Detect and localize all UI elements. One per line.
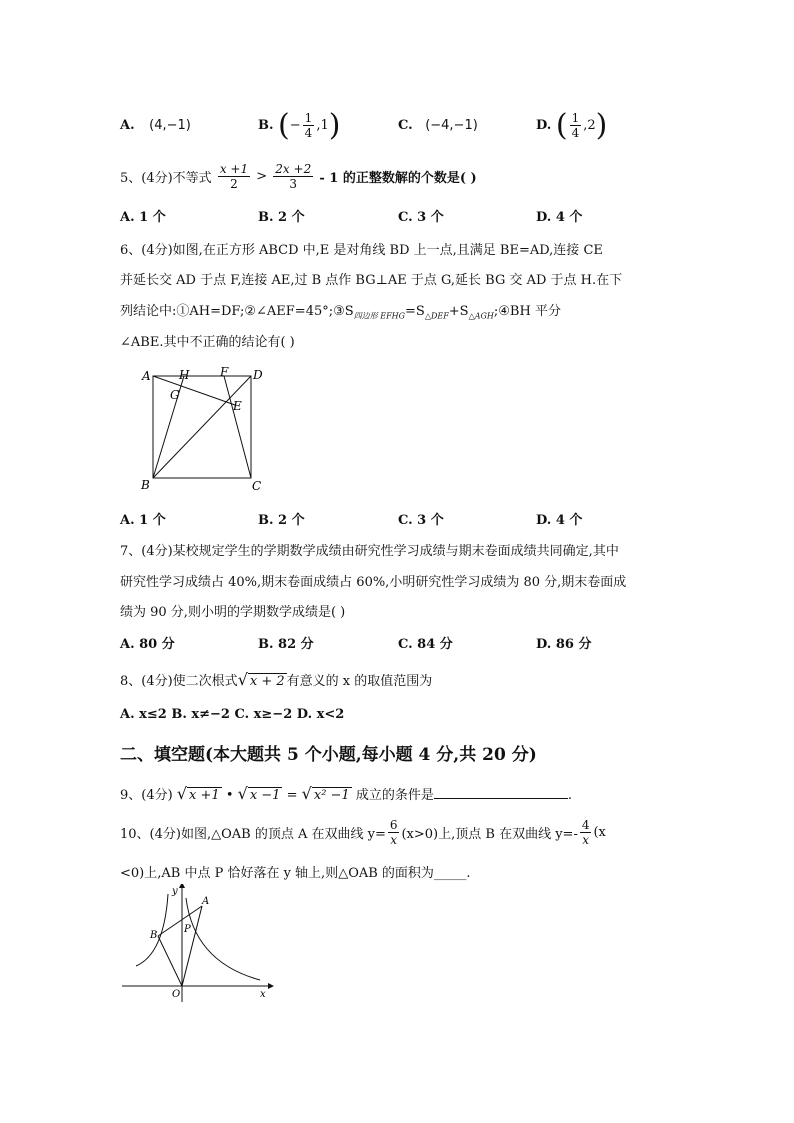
segment-ob <box>158 936 182 986</box>
q7-line-3: 绩为 90 分,则小明的学期数学成绩是( ) <box>120 605 346 620</box>
q6-line-4: ∠ABE.其中不正确的结论有( ) <box>120 335 295 350</box>
label-x: x <box>260 989 266 1000</box>
q6-option-d: D. 4 个 <box>536 513 583 528</box>
line-cf <box>224 376 251 478</box>
label-o: O <box>172 989 181 1000</box>
label-p: P <box>184 924 191 935</box>
q4-option-b: B. (− $\frac{1}{4}$ ,1) <box>258 108 341 143</box>
q10-hyperbola-figure <box>118 884 278 1006</box>
label-a: A <box>202 896 210 907</box>
q7-option-b: B. 82 分 <box>258 637 314 652</box>
q7-option-d: D. 86 分 <box>536 637 592 652</box>
q6-line-3: 列结论中$:①AH=DF;②\angle AEF=45^\circ;③S_{四边形 EFHG}=S_{\triangle DEF}+S_{\triangle AGH};④BH$ 平分 <box>120 304 561 321</box>
label-h: H <box>179 368 190 382</box>
q10-line-1: 10、(4分)如图,△OAB 的顶点 A 在双曲线 y= $\frac{6}{x}$ (x>0)上,顶点 B 在双曲线 y=- $\frac{4}{x}$ (x <box>120 818 606 847</box>
q5-option-c: C. 3 个 <box>398 210 444 225</box>
diagonal-bd <box>153 376 251 478</box>
label-c: C <box>252 479 262 493</box>
label-b: B <box>141 478 150 492</box>
q7-line-1: 7、(4分)某校规定学生的学期数学成绩由研究性学习成绩与期末卷面成绩共同确定,其中 <box>120 544 619 559</box>
q6-option-a: A. 1 个 <box>120 513 166 528</box>
q9-answer-blank[interactable] <box>434 798 568 799</box>
q4-option-a: A. (4,−1) <box>120 118 191 133</box>
label-e: E <box>233 399 242 413</box>
q8-options: A. x≤2 B. x≠−2 C. x≥−2 D. x<2 <box>120 707 345 722</box>
q7-option-a: A. 80 分 <box>120 637 175 652</box>
label-y: y <box>172 886 178 897</box>
line-ae <box>153 376 235 405</box>
q6-line-1: 6、(4分)如图,在正方形 ABCD 中,E 是对角线 BD 上一点,且满足 BE=AD,连接 CE <box>120 243 603 258</box>
q5-option-a: A. 1 个 <box>120 210 166 225</box>
q5-option-d: D. 4 个 <box>536 210 583 225</box>
q6-square-figure <box>136 362 270 494</box>
q5-stem: 5、(4分)不等式 $\frac{x +1}{2}$ > $\frac{2x +2}{3}$ - 1 的正整数解的个数是( ) <box>120 162 477 191</box>
q9-stem: 9、(4分) √ x +1 • √ x −1 = √ x² −1 成立的条件是 . <box>120 784 572 803</box>
q5-option-b: B. 2 个 <box>258 210 305 225</box>
curve-right <box>186 898 260 980</box>
q4-option-d: D. ( $\frac{1}{4}$ ,2) <box>536 108 608 143</box>
q10-line-2: <0)上,AB 中点 P 恰好落在 y 轴上,则△OAB 的面积为_____. <box>120 866 471 881</box>
label-f: F <box>220 365 229 379</box>
label-g: G <box>170 388 180 402</box>
section-2-title: 二、填空题(本大题共 5 个小题,每小题 4 分,共 20 分) <box>120 745 537 765</box>
q7-option-c: C. 84 分 <box>398 637 453 652</box>
q7-line-2: 研究性学习成绩占 40%,期末卷面成绩占 60%,小明研究性学习成绩为 80 分,期末卷面成 <box>120 575 627 590</box>
q6-line-2: 并延长交 AD 于点 F,连接 AE,过 B 点作 BG⊥AE 于点 G,延长 BG 交 AD 于点 H.在下 <box>120 273 623 288</box>
q6-option-c: C. 3 个 <box>398 513 444 528</box>
q8-stem: 8、(4分)使二次根式√ x + 2 有意义的 x 的取值范围为 <box>120 670 433 689</box>
label-a: A <box>142 369 151 383</box>
q6-option-b: B. 2 个 <box>258 513 305 528</box>
label-b: B <box>150 930 158 941</box>
q4-option-c: C. (−4,−1) <box>398 118 478 133</box>
label-d: D <box>253 368 263 382</box>
